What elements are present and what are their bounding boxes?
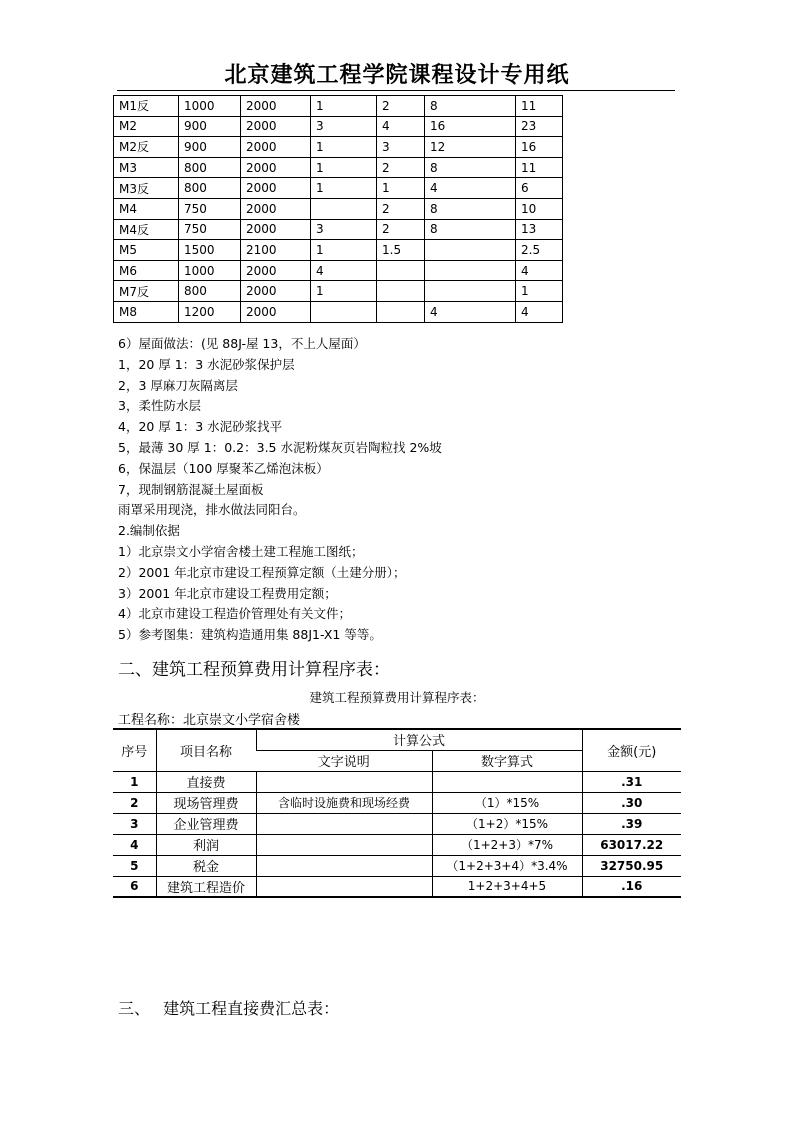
door-table-cell: M2 (114, 116, 179, 137)
door-table-cell: M4反 (114, 219, 179, 240)
door-table-cell: M5 (114, 240, 179, 261)
note-line: 3，柔性防水层 (118, 398, 201, 414)
door-table-cell: 2100 (241, 240, 311, 261)
door-table-cell: 1 (311, 281, 377, 302)
door-table-cell: 2 (377, 219, 425, 240)
door-table-cell: 2000 (241, 198, 311, 219)
door-table-cell: M4 (114, 198, 179, 219)
door-table-cell: 11 (516, 157, 563, 178)
door-table-cell: M3 (114, 157, 179, 178)
budget-cell-formula: （1）*15% (432, 792, 582, 813)
door-table-row (114, 157, 563, 178)
door-table-cell: 1 (516, 281, 563, 302)
page-title: 北京建筑工程学院课程设计专用纸 (224, 62, 570, 88)
door-table-cell: M2反 (114, 137, 179, 158)
door-table-cell: 2000 (241, 157, 311, 178)
budget-cell-amount: 32750.95 (582, 855, 681, 876)
budget-cell-amount: 63017.22 (582, 834, 681, 855)
door-table-cell: 1200 (179, 301, 241, 322)
door-table-cell (377, 281, 425, 302)
budget-cell-item: 企业管理费 (156, 813, 256, 834)
door-table-cell: 900 (179, 137, 241, 158)
door-table-cell: M7反 (114, 281, 179, 302)
door-table-cell: 11 (516, 96, 563, 117)
header-amount: 金额(元) (582, 729, 681, 771)
door-table-cell: 8 (425, 198, 516, 219)
door-table-cell: 23 (516, 116, 563, 137)
door-table-cell: 2000 (241, 301, 311, 322)
door-table-cell: 1000 (179, 96, 241, 117)
budget-cell-text (256, 813, 432, 834)
budget-cell-formula (432, 771, 582, 792)
door-table-cell: 2000 (241, 281, 311, 302)
door-table-row (114, 137, 563, 158)
budget-cell-seq: 1 (113, 771, 156, 792)
door-table-row (114, 240, 563, 261)
header-item: 项目名称 (156, 729, 256, 771)
budget-cell-seq: 2 (113, 792, 156, 813)
door-table-cell: 8 (425, 157, 516, 178)
door-table-cell: 1 (311, 157, 377, 178)
door-table-cell (425, 281, 516, 302)
door-table-cell (377, 301, 425, 322)
budget-cell-formula: （1+2+3+4）*3.4% (432, 855, 582, 876)
door-table-row (114, 219, 563, 240)
budget-cell-seq: 4 (113, 834, 156, 855)
budget-row (113, 855, 681, 876)
door-table-cell (377, 260, 425, 281)
door-table-cell: 4 (377, 116, 425, 137)
budget-cell-amount: .31 (582, 771, 681, 792)
budget-cell-seq: 6 (113, 876, 156, 897)
budget-cell-text (256, 771, 432, 792)
note-line: 7，现制钢筋混凝土屋面板 (118, 481, 264, 497)
door-table-cell: M6 (114, 260, 179, 281)
budget-cell-seq: 3 (113, 813, 156, 834)
door-table-cell: 1000 (179, 260, 241, 281)
door-table-cell: 4 (311, 260, 377, 281)
door-table-row (114, 281, 563, 302)
door-table-row (114, 96, 563, 117)
door-table-cell (425, 240, 516, 261)
door-table-cell: 2000 (241, 260, 311, 281)
header-seq: 序号 (113, 729, 156, 771)
door-table-cell: 2 (377, 198, 425, 219)
door-table-cell: M1反 (114, 96, 179, 117)
door-table-cell: 1 (377, 178, 425, 199)
note-line: 1，20 厚 1：3 水泥砂浆保护层 (118, 356, 295, 372)
door-table-cell: 2.5 (516, 240, 563, 261)
door-table-cell: 1 (311, 137, 377, 158)
door-table-cell: 8 (425, 219, 516, 240)
note-line: 6，保温层（100 厚聚苯乙烯泡沫板） (118, 460, 329, 476)
door-table-row (114, 116, 563, 137)
door-table-cell: 3 (311, 116, 377, 137)
budget-cell-item: 建筑工程造价 (156, 876, 256, 897)
door-table-cell: 16 (425, 116, 516, 137)
budget-table (113, 728, 681, 898)
door-table-cell: 800 (179, 178, 241, 199)
project-name: 工程名称：北京崇文小学宿舍楼 (118, 713, 301, 728)
note-line: 4，20 厚 1：3 水泥砂浆找平 (118, 419, 283, 435)
note-line: 5，最薄 30 厚 1：0.2：3.5 水泥粉煤灰页岩陶粒找 2%坡 (118, 439, 442, 455)
door-table-cell: 1 (311, 240, 377, 261)
budget-cell-formula: 1+2+3+4+5 (432, 876, 582, 897)
budget-cell-amount: .30 (582, 792, 681, 813)
door-table-cell: 4 (516, 301, 563, 322)
notes-section (118, 334, 442, 646)
door-table-cell: 900 (179, 116, 241, 137)
budget-cell-text (256, 834, 432, 855)
note-line: 2，3 厚麻刀灰隔离层 (118, 377, 238, 393)
door-table-cell: 750 (179, 219, 241, 240)
door-table-cell: 2 (377, 96, 425, 117)
door-table-cell: 2000 (241, 178, 311, 199)
door-table-cell: 1.5 (377, 240, 425, 261)
note-line: 5）参考图集：建筑构造通用集 88J1-X1 等等。 (118, 627, 382, 643)
budget-row (113, 834, 681, 855)
door-table-cell: 2000 (241, 96, 311, 117)
budget-row (113, 813, 681, 834)
door-window-table (113, 95, 563, 323)
door-table-cell: 800 (179, 157, 241, 178)
door-table-cell: 3 (377, 137, 425, 158)
budget-cell-formula: （1+2+3）*7% (432, 834, 582, 855)
door-table-cell: 1 (311, 96, 377, 117)
door-table-cell: 8 (425, 96, 516, 117)
budget-row (113, 792, 681, 813)
door-table-row (114, 260, 563, 281)
section-2-heading: 二、建筑工程预算费用计算程序表： (118, 660, 390, 680)
note-line: 雨罩采用现浇，排水做法同阳台。 (118, 502, 306, 518)
table-caption: 建筑工程预算费用计算程序表： (309, 690, 485, 705)
door-table-cell: 13 (516, 219, 563, 240)
door-table-cell: 800 (179, 281, 241, 302)
budget-cell-seq: 5 (113, 855, 156, 876)
door-table-cell: 2 (377, 157, 425, 178)
header-formula: 计算公式 (256, 729, 582, 750)
budget-cell-text (256, 855, 432, 876)
budget-cell-text: 含临时设施费和现场经费 (256, 792, 432, 813)
door-table-cell: 12 (425, 137, 516, 158)
door-table-cell: 2000 (241, 219, 311, 240)
door-table-cell: 2000 (241, 137, 311, 158)
door-table-row (114, 198, 563, 219)
header-rule (117, 90, 675, 91)
budget-cell-amount: .16 (582, 876, 681, 897)
header-numeric: 数字算式 (432, 750, 582, 771)
budget-cell-text (256, 876, 432, 897)
door-table-cell: 16 (516, 137, 563, 158)
note-line: 1）北京崇文小学宿舍楼土建工程施工图纸； (118, 543, 364, 559)
door-table-cell: 4 (516, 260, 563, 281)
budget-row (113, 876, 681, 897)
door-table-cell (425, 260, 516, 281)
door-table-cell: M8 (114, 301, 179, 322)
door-table-row (114, 178, 563, 199)
door-table-cell: 1 (311, 178, 377, 199)
budget-cell-amount: .39 (582, 813, 681, 834)
budget-cell-item: 税金 (156, 855, 256, 876)
budget-cell-item: 利润 (156, 834, 256, 855)
door-table-cell: 1500 (179, 240, 241, 261)
door-table-cell: 3 (311, 219, 377, 240)
budget-cell-item: 现场管理费 (156, 792, 256, 813)
budget-row (113, 771, 681, 792)
header-text-desc: 文字说明 (256, 750, 432, 771)
note-line: 3）2001 年北京市建设工程费用定额； (118, 585, 337, 601)
section-3-heading: 三、 建筑工程直接费汇总表： (118, 999, 340, 1018)
door-table-row (114, 301, 563, 322)
door-table-cell (311, 301, 377, 322)
note-line: 2）2001 年北京市建设工程预算定额（土建分册）； (118, 564, 406, 580)
door-table-cell: 10 (516, 198, 563, 219)
door-table-cell: M3反 (114, 178, 179, 199)
door-table-cell: 4 (425, 178, 516, 199)
note-line: 2.编制依据 (118, 523, 180, 539)
budget-header-row (113, 729, 681, 750)
note-line: 4）北京市建设工程造价管理处有关文件； (118, 606, 351, 622)
budget-cell-formula: （1+2）*15% (432, 813, 582, 834)
note-line: 6）屋面做法：(见 88J-屋 13，不上人屋面） (118, 336, 366, 351)
door-table-cell: 6 (516, 178, 563, 199)
door-table-cell: 2000 (241, 116, 311, 137)
door-table-cell (311, 198, 377, 219)
door-table-cell: 4 (425, 301, 516, 322)
budget-cell-item: 直接费 (156, 771, 256, 792)
door-table-cell: 750 (179, 198, 241, 219)
